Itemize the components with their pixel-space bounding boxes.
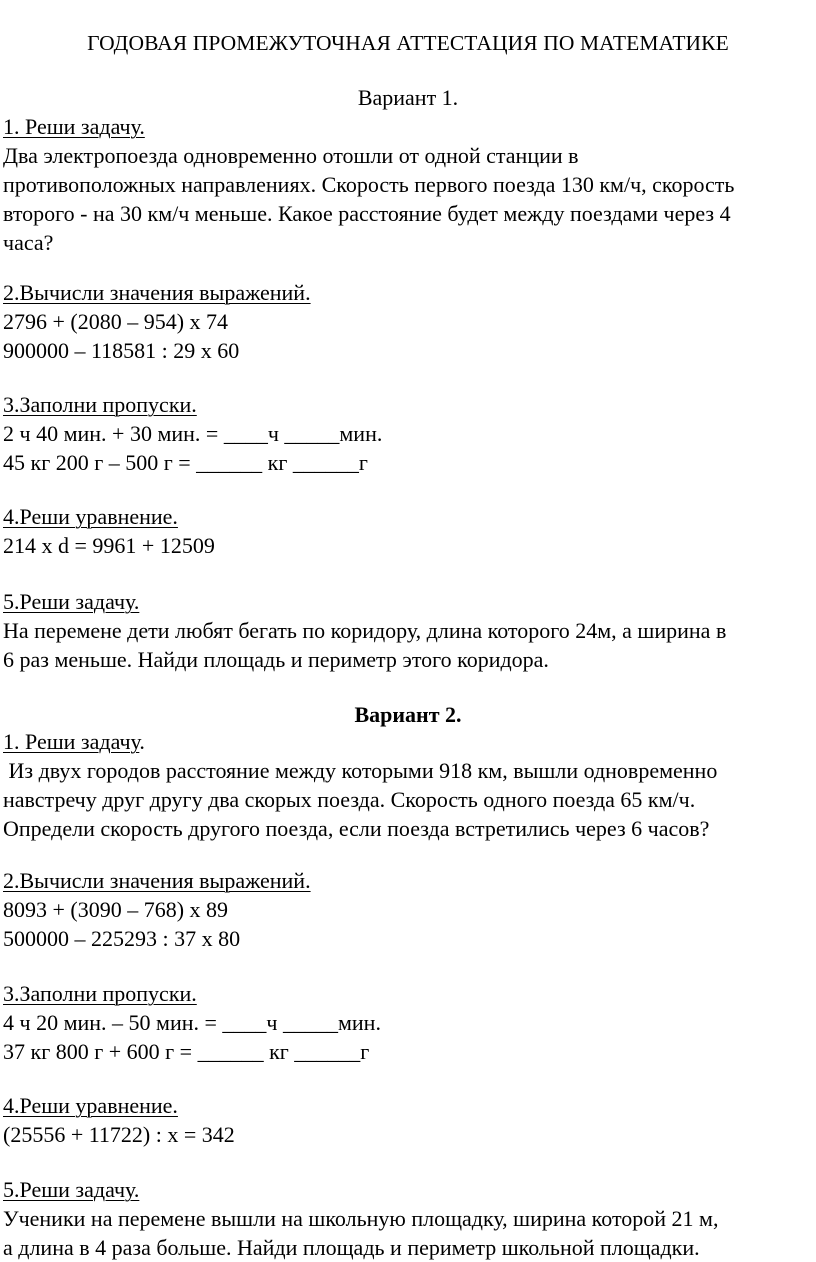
- task-text-line: Ученики на перемене вышли на школьную площадку, ширина которой 21 м,: [3, 1206, 719, 1231]
- equation-line: (25556 + 11722) : х = 342: [3, 1122, 235, 1147]
- task-text-line: Определи скорость другого поезда, если поезда встретились через 6 часов?: [3, 816, 710, 841]
- task-header: 3.Заполни пропуски.: [3, 981, 197, 1006]
- task-text-line: противоположных направлениях. Скорость первого поезда 130 км/ч, скорость: [3, 172, 735, 197]
- task-text-line: 6 раз меньше. Найди площадь и периметр этого коридора.: [3, 647, 549, 672]
- task-text-line: На перемене дети любят бегать по коридору, длина которого 24м, а ширина в: [3, 618, 727, 643]
- variant-2-task-4: [3, 1091, 815, 1149]
- task-header: 2.Вычисли значения выражений.: [3, 280, 311, 305]
- expression-line: 2796 + (2080 – 954) х 74: [3, 309, 229, 334]
- task-header: 3.Заполни пропуски.: [3, 392, 197, 417]
- variant-1-task-3: [3, 390, 815, 477]
- variant-2-task-2: [3, 866, 815, 953]
- variant-2-heading: Вариант 2.: [354, 702, 462, 727]
- task-header: 4.Реши уравнение.: [3, 504, 178, 529]
- task-text-line: Два электропоезда одновременно отошли от одной станции в: [3, 143, 579, 168]
- variant-1-task-4: [3, 502, 815, 560]
- task-header: 5.Реши задачу.: [3, 1177, 140, 1202]
- task-text-line: навстречу друг другу два скорых поезда. Скорость одного поезда 65 км/ч.: [3, 787, 696, 812]
- task-header: 5.Реши задачу.: [3, 589, 140, 614]
- variant-1-task-1: [3, 112, 815, 257]
- task-header: 1. Реши задачу: [3, 729, 140, 754]
- equation-line: 214 х d = 9961 + 12509: [3, 533, 215, 558]
- task-header: 1. Реши задачу.: [3, 114, 145, 139]
- expression-line: 500000 – 225293 : 37 х 80: [3, 926, 241, 951]
- variant-1-task-2: [3, 278, 815, 365]
- task-text-line: второго - на 30 км/ч меньше. Какое расстояние будет между поездами через 4: [3, 201, 731, 226]
- variant-2-task-1: [3, 727, 815, 843]
- task-text-line: часа?: [3, 230, 54, 255]
- task-header-period: .: [139, 729, 145, 754]
- fill-in-line: 45 кг 200 г – 500 г = ______ кг ______г: [3, 450, 368, 475]
- task-text-line: а длина в 4 раза больше. Найди площадь и периметр школьной площадки.: [3, 1235, 700, 1260]
- variant-1-heading: Вариант 1.: [357, 85, 459, 110]
- task-text-line: Из двух городов расстояние между которыми 918 км, вышли одновременно: [3, 758, 718, 783]
- task-header: 4.Реши уравнение.: [3, 1093, 178, 1118]
- variant-2-task-5: [3, 1175, 815, 1262]
- fill-in-line: 2 ч 40 мин. + 30 мин. = ____ч _____мин.: [3, 421, 383, 446]
- task-header: 2.Вычисли значения выражений.: [3, 868, 311, 893]
- variant-2-task-3: [3, 979, 815, 1066]
- variant-1-task-5: [3, 587, 815, 674]
- expression-line: 900000 – 118581 : 29 х 60: [3, 338, 240, 363]
- expression-line: 8093 + (3090 – 768) х 89: [3, 897, 229, 922]
- fill-in-line: 4 ч 20 мин. – 50 мин. = ____ч _____мин.: [3, 1010, 381, 1035]
- page-title: ГОДОВАЯ ПРОМЕЖУТОЧНАЯ АТТЕСТАЦИЯ ПО МАТЕМАТИКЕ: [87, 31, 729, 55]
- fill-in-line: 37 кг 800 г + 600 г = ______ кг ______г: [3, 1039, 370, 1064]
